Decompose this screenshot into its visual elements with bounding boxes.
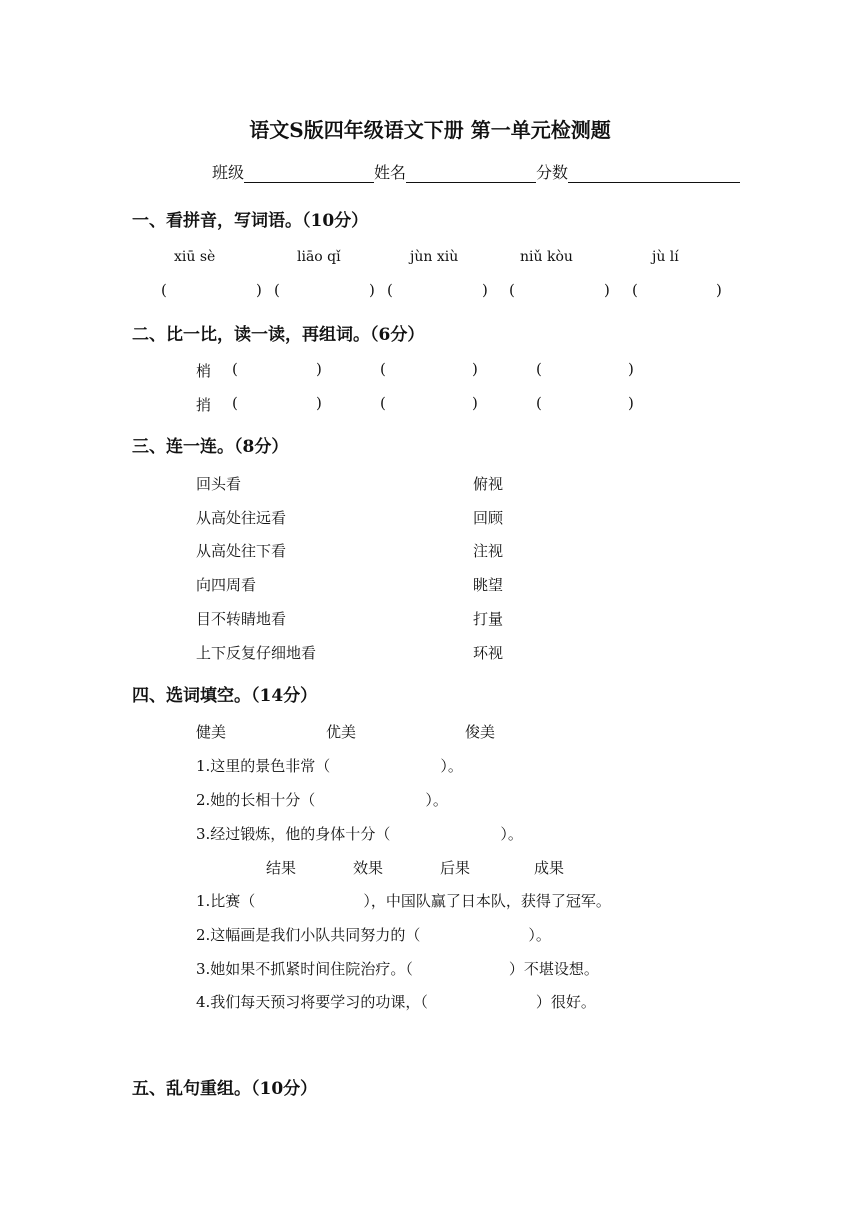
match-left-item[interactable]: 目不转睛地看 (196, 610, 287, 628)
compare-1-box-3-close: ) (628, 360, 634, 378)
word-choice: 健美 (196, 723, 227, 741)
class-label: 班级 (212, 163, 245, 182)
compare-1-box-1-open: ( (232, 360, 238, 378)
answer-box-5-close: ) (716, 281, 722, 299)
fill-sentence-2a (196, 890, 611, 911)
answer-box-2-close: ) (369, 281, 375, 299)
pinyin-2: liāo qǐ (297, 249, 341, 265)
pinyin-1: xiū sè (174, 249, 216, 265)
section-5-heading: 五、乱句重组。（10分） (132, 1079, 318, 1099)
fill-sentence-1b (196, 789, 448, 810)
sentence-end: ）。 (440, 757, 463, 775)
compare-2-box-1-close: ) (316, 394, 322, 412)
answer-box-3-open: ( (387, 281, 393, 299)
sentence-text: 2.她的长相十分（ (196, 791, 316, 809)
compare-1-box-2-close: ) (472, 360, 478, 378)
pinyin-4: niǔ kòu (520, 249, 573, 265)
match-left-item[interactable]: 从高处往远看 (196, 509, 287, 527)
sentence-end: ）很好。 (535, 993, 596, 1011)
sentence-text: 1.这里的景色非常（ (196, 757, 331, 775)
sentence-text: 1.比赛（ (196, 892, 256, 910)
name-blank[interactable] (406, 164, 536, 183)
fill-sentence-2b (196, 924, 551, 945)
match-right-item[interactable]: 眺望 (473, 576, 504, 594)
page-title: 语文S版四年级语文下册 第一单元检测题 (249, 118, 611, 142)
answer-box-1-close: ) (256, 281, 262, 299)
sentence-end: ），中国队赢了日本队，获得了冠军。 (363, 892, 611, 910)
sentence-text: 4.我们每天预习将要学习的功课，（ (196, 993, 428, 1011)
word-choice: 后果 (440, 859, 471, 877)
section-4-heading: 四、选词填空。（14分） (132, 686, 318, 706)
compare-char-1: 梢 (196, 362, 212, 380)
compare-2-box-3-open: ( (536, 394, 542, 412)
match-right-item[interactable]: 回顾 (473, 509, 504, 527)
compare-1-box-3-open: ( (536, 360, 542, 378)
sentence-text: 2.这幅画是我们小队共同努力的（ (196, 926, 421, 944)
word-choice: 俊美 (465, 723, 496, 741)
compare-2-box-2-close: ) (472, 394, 478, 412)
fill-sentence-2d (196, 991, 596, 1012)
section-2-heading: 二、比一比，读一读，再组词。（6分） (132, 325, 425, 345)
fill-sentence-1c (196, 823, 523, 844)
match-left-item[interactable]: 向四周看 (196, 576, 257, 594)
word-choice: 优美 (326, 723, 357, 741)
answer-box-4-close: ) (604, 281, 610, 299)
fill-sentence-1a (196, 755, 463, 776)
section-3-heading: 三、连一连。（8分） (132, 437, 289, 457)
section-1-heading: 一、看拼音，写词语。（10分） (132, 211, 369, 231)
compare-1-box-2-open: ( (380, 360, 386, 378)
pinyin-3: jùn xiù (410, 249, 459, 265)
answer-box-4-open: ( (509, 281, 515, 299)
word-choice: 成果 (534, 859, 565, 877)
answer-box-1-open: ( (161, 281, 167, 299)
score-label: 分数 (536, 163, 569, 182)
answer-box-3-close: ) (482, 281, 488, 299)
compare-2-box-3-close: ) (628, 394, 634, 412)
class-blank[interactable] (244, 164, 374, 183)
sentence-end: ）。 (500, 825, 523, 843)
match-right-item[interactable]: 俯视 (473, 475, 504, 493)
word-choice: 效果 (353, 859, 384, 877)
match-left-item[interactable]: 从高处往下看 (196, 542, 287, 560)
compare-2-box-2-open: ( (380, 394, 386, 412)
answer-box-5-open: ( (632, 281, 638, 299)
match-right-item[interactable]: 打量 (473, 610, 504, 628)
match-left-item[interactable]: 回头看 (196, 475, 242, 493)
sentence-text: 3.经过锻炼，他的身体十分（ (196, 825, 391, 843)
answer-box-2-open: ( (274, 281, 280, 299)
student-info-line (212, 160, 740, 183)
compare-2-box-1-open: ( (232, 394, 238, 412)
word-choice: 结果 (266, 859, 297, 877)
compare-char-2: 捎 (196, 396, 212, 414)
name-label: 姓名 (374, 163, 407, 182)
score-blank[interactable] (568, 164, 740, 183)
sentence-text: 3.她如果不抓紧时间住院治疗。（ (196, 960, 413, 978)
match-right-item[interactable]: 环视 (473, 644, 504, 662)
sentence-end: ）不堪设想。 (508, 960, 599, 978)
match-left-item[interactable]: 上下反复仔细地看 (196, 644, 317, 662)
fill-sentence-2c (196, 958, 599, 979)
pinyin-5: jù lí (652, 249, 679, 265)
sentence-end: ）。 (528, 926, 551, 944)
compare-1-box-1-close: ) (316, 360, 322, 378)
match-right-item[interactable]: 注视 (473, 542, 504, 560)
sentence-end: ）。 (425, 791, 448, 809)
